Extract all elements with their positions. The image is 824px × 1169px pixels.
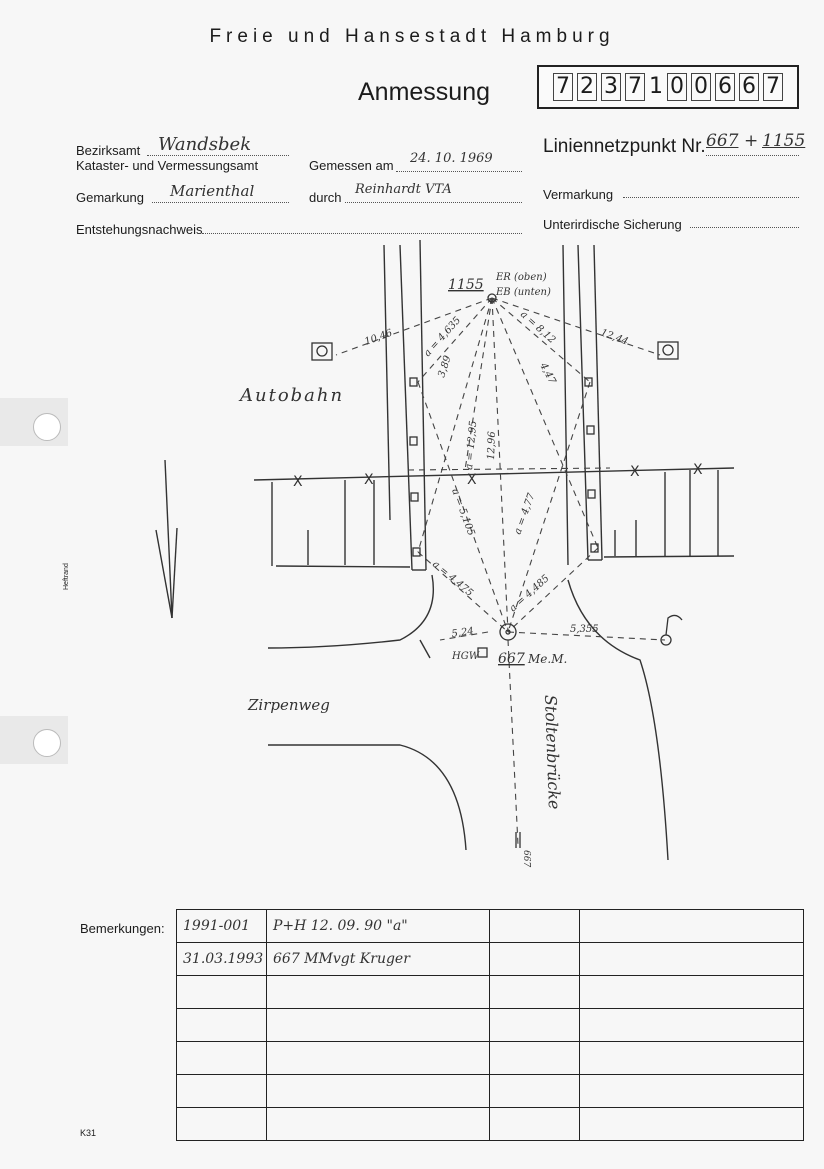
table-cell: 1991-001 <box>177 910 267 943</box>
stoltenbruecke-label: Stoltenbrücke <box>541 694 564 810</box>
table-row <box>177 1075 804 1108</box>
number-digit: 0 <box>691 73 711 101</box>
bottom-mark-label: 667 <box>521 850 531 868</box>
kataster-label: Kataster- und Vermessungsamt <box>76 158 259 173</box>
hgw-label: HGW <box>452 651 479 662</box>
table-cell <box>580 1009 804 1042</box>
bezirksamt-value: Wandsbek <box>158 134 252 155</box>
table-cell: P+H 12. 09. 90 "a" <box>267 910 490 943</box>
authority-title: Freie und Hansestadt Hamburg <box>209 26 615 47</box>
remarks-label: Bemerkungen: <box>80 921 165 936</box>
liniennetz-plus: + <box>744 131 759 151</box>
dim-label: 3,89 <box>436 354 454 379</box>
document-title: Anmessung <box>358 78 491 106</box>
liniennetz-value-a: 667 <box>706 131 739 151</box>
dim-label: 5,24 <box>450 625 475 640</box>
point-1155-label: 1155 <box>448 277 484 293</box>
table-cell <box>267 976 490 1009</box>
bezirksamt-label: Bezirksamt <box>76 143 141 158</box>
table-cell <box>580 1108 804 1141</box>
table-cell <box>177 1075 267 1108</box>
number-digit: 2 <box>577 73 597 101</box>
dim-label: 10,46 <box>363 327 394 348</box>
number-digit: 6 <box>739 73 759 101</box>
svg-text:X: X <box>364 472 374 488</box>
dim-label: a = 8,12 <box>517 309 558 346</box>
dim-label: a = 5,105 <box>449 487 477 538</box>
gemarkung-label: Gemarkung <box>76 190 144 205</box>
entstehung-label: Entstehungsnachweis <box>76 222 203 237</box>
table-cell <box>490 1042 580 1075</box>
table-cell <box>580 1075 804 1108</box>
table-cell <box>267 1108 490 1141</box>
number-digit: 7 <box>763 73 783 101</box>
table-cell <box>490 910 580 943</box>
table-cell <box>267 1042 490 1075</box>
point-667-label: 667 <box>498 651 525 667</box>
table-cell <box>267 1009 490 1042</box>
mem-label: Me.M. <box>528 652 568 666</box>
number-digit: 7 <box>625 73 645 101</box>
table-row <box>177 1042 804 1075</box>
dim-label: 12,96 <box>486 431 498 461</box>
vermarkung-label: Vermarkung <box>543 187 614 202</box>
table-row <box>177 976 804 1009</box>
gemessen-label: Gemessen am <box>309 158 394 173</box>
table-cell <box>580 943 804 976</box>
remarks-table <box>176 909 804 1141</box>
dim-label: a = 4,485 <box>507 573 552 615</box>
dim-label: a = 12,95 <box>464 420 480 471</box>
er-label: ER (oben) <box>496 272 547 283</box>
zirpenweg-label: Zirpenweg <box>248 696 330 714</box>
liniennetz-label: Liniennetzpunkt Nr. <box>543 136 706 157</box>
number-digit: 6 <box>715 73 735 101</box>
number-digit: 1 <box>649 74 663 99</box>
sicherung-label: Unterirdische Sicherung <box>543 217 682 232</box>
table-cell <box>267 1075 490 1108</box>
table-cell: 667 MMvgt Kruger <box>267 943 490 976</box>
number-digit: 0 <box>667 73 687 101</box>
table-cell <box>490 1108 580 1141</box>
svg-text:X: X <box>467 472 477 488</box>
dim-label: a = 4,475 <box>430 558 475 600</box>
durch-value: Reinhardt VTA <box>355 182 452 197</box>
durch-label: durch <box>309 190 342 205</box>
table-cell <box>177 1042 267 1075</box>
heftrand-label: Heftrand <box>63 563 70 590</box>
table-cell <box>490 943 580 976</box>
table-cell <box>490 1009 580 1042</box>
table-row <box>177 1108 804 1141</box>
gemarkung-value: Marienthal <box>170 182 255 200</box>
dim-label: a = 4,635 <box>422 314 464 360</box>
dim-label: 5,355 <box>570 624 599 635</box>
table-cell <box>177 1009 267 1042</box>
dim-label: 4,47 <box>537 361 558 387</box>
table-cell <box>490 1075 580 1108</box>
table-cell <box>580 1042 804 1075</box>
number-digit: 7 <box>553 73 573 101</box>
svg-text:X: X <box>630 464 640 480</box>
table-cell <box>490 976 580 1009</box>
autobahn-label: Autobahn <box>240 385 345 406</box>
gemessen-value: 24. 10. 1969 <box>410 151 493 166</box>
table-cell: 31.03.1993 <box>177 943 267 976</box>
liniennetz-value-b: 1155 <box>762 131 806 151</box>
table-cell <box>177 976 267 1009</box>
table-row <box>177 943 804 976</box>
table-cell <box>580 910 804 943</box>
table-row <box>177 910 804 943</box>
table-row <box>177 1009 804 1042</box>
table-cell <box>580 976 804 1009</box>
dim-label: 12,44 <box>598 327 630 348</box>
dim-label: a = 4,77 <box>512 491 538 537</box>
svg-text:X: X <box>693 462 703 478</box>
svg-text:X: X <box>293 474 303 490</box>
footer-code: K31 <box>80 1128 97 1138</box>
eb-label: EB (unten) <box>496 287 551 298</box>
table-cell <box>177 1108 267 1141</box>
number-digit: 3 <box>601 73 621 101</box>
